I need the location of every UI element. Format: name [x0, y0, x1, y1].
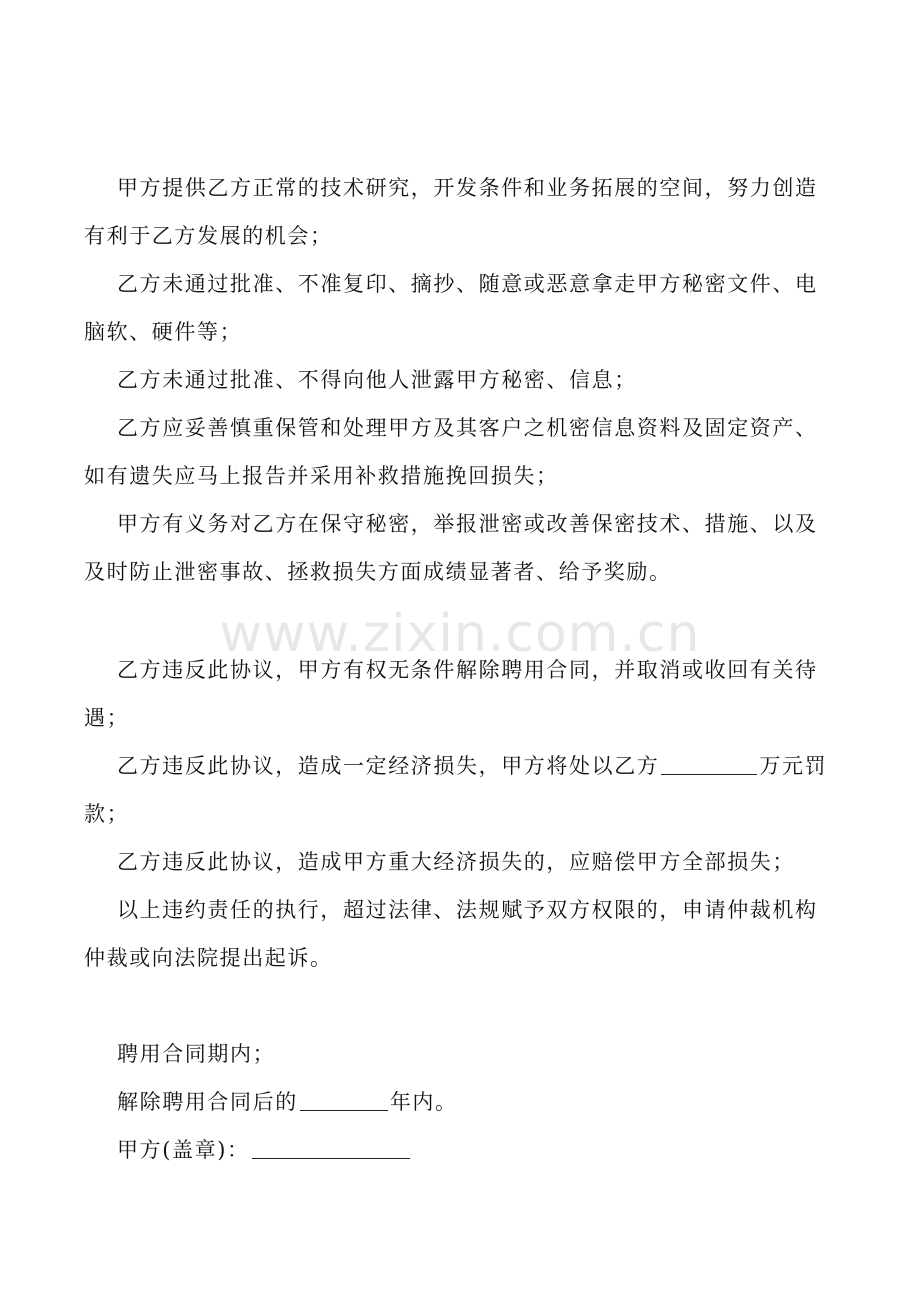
term-after-text-after: 年内。	[389, 1090, 458, 1114]
term-after-text-before: 解除聘用合同后的	[117, 1090, 298, 1114]
clause-compensation: 乙方违反此协议，造成甲方重大经济损失的，应赔偿甲方全部损失；	[117, 850, 795, 874]
clause-party-a-provide: 甲方提供乙方正常的技术研究，开发条件和业务拓展的空间，努力创造有利于乙方发展的机会；	[84, 176, 818, 248]
clause-fine	[84, 742, 836, 838]
clause-fine-text-after: 万元罚款；	[84, 754, 828, 826]
clause-safekeeping: 乙方应妥善慎重保管和处理甲方及其客户之机密信息资料及固定资产、如有遗失应马上报告并采用补救措施挽回损失；	[84, 416, 818, 488]
years-blank[interactable]	[300, 1092, 388, 1111]
clause-arbitration: 以上违约责任的执行，超过法律、法规赋予双方权限的，申请仲裁机构仲裁或向法院提出起诉。	[84, 898, 818, 970]
clause-reward: 甲方有义务对乙方在保守秘密，举报泄密或改善保密技术、措施、以及及时防止泄密事故、拯救损失方面成绩显著者、给予奖励。	[84, 512, 818, 584]
clause-no-copy: 乙方未通过批准、不准复印、摘抄、随意或恶意拿走甲方秘密文件、电脑软、硬件等；	[84, 272, 818, 344]
party-a-seal	[117, 1126, 412, 1174]
term-after-termination	[117, 1078, 458, 1126]
fine-amount-blank[interactable]	[661, 756, 757, 775]
clause-no-disclose: 乙方未通过批准、不得向他人泄露甲方秘密、信息；	[117, 368, 637, 392]
watermark: www.zixin.com.cn	[219, 604, 701, 664]
party-a-seal-label: 甲方(盖章)：	[117, 1138, 250, 1162]
clause-fine-text-before: 乙方违反此协议，造成一定经济损失，甲方将处以乙方	[117, 754, 660, 778]
term-during-contract: 聘用合同期内；	[117, 1042, 276, 1066]
party-a-seal-blank[interactable]	[252, 1140, 410, 1159]
clause-terminate-contract: 乙方违反此协议，甲方有权无条件解除聘用合同，并取消或收回有关待遇；	[84, 658, 818, 730]
